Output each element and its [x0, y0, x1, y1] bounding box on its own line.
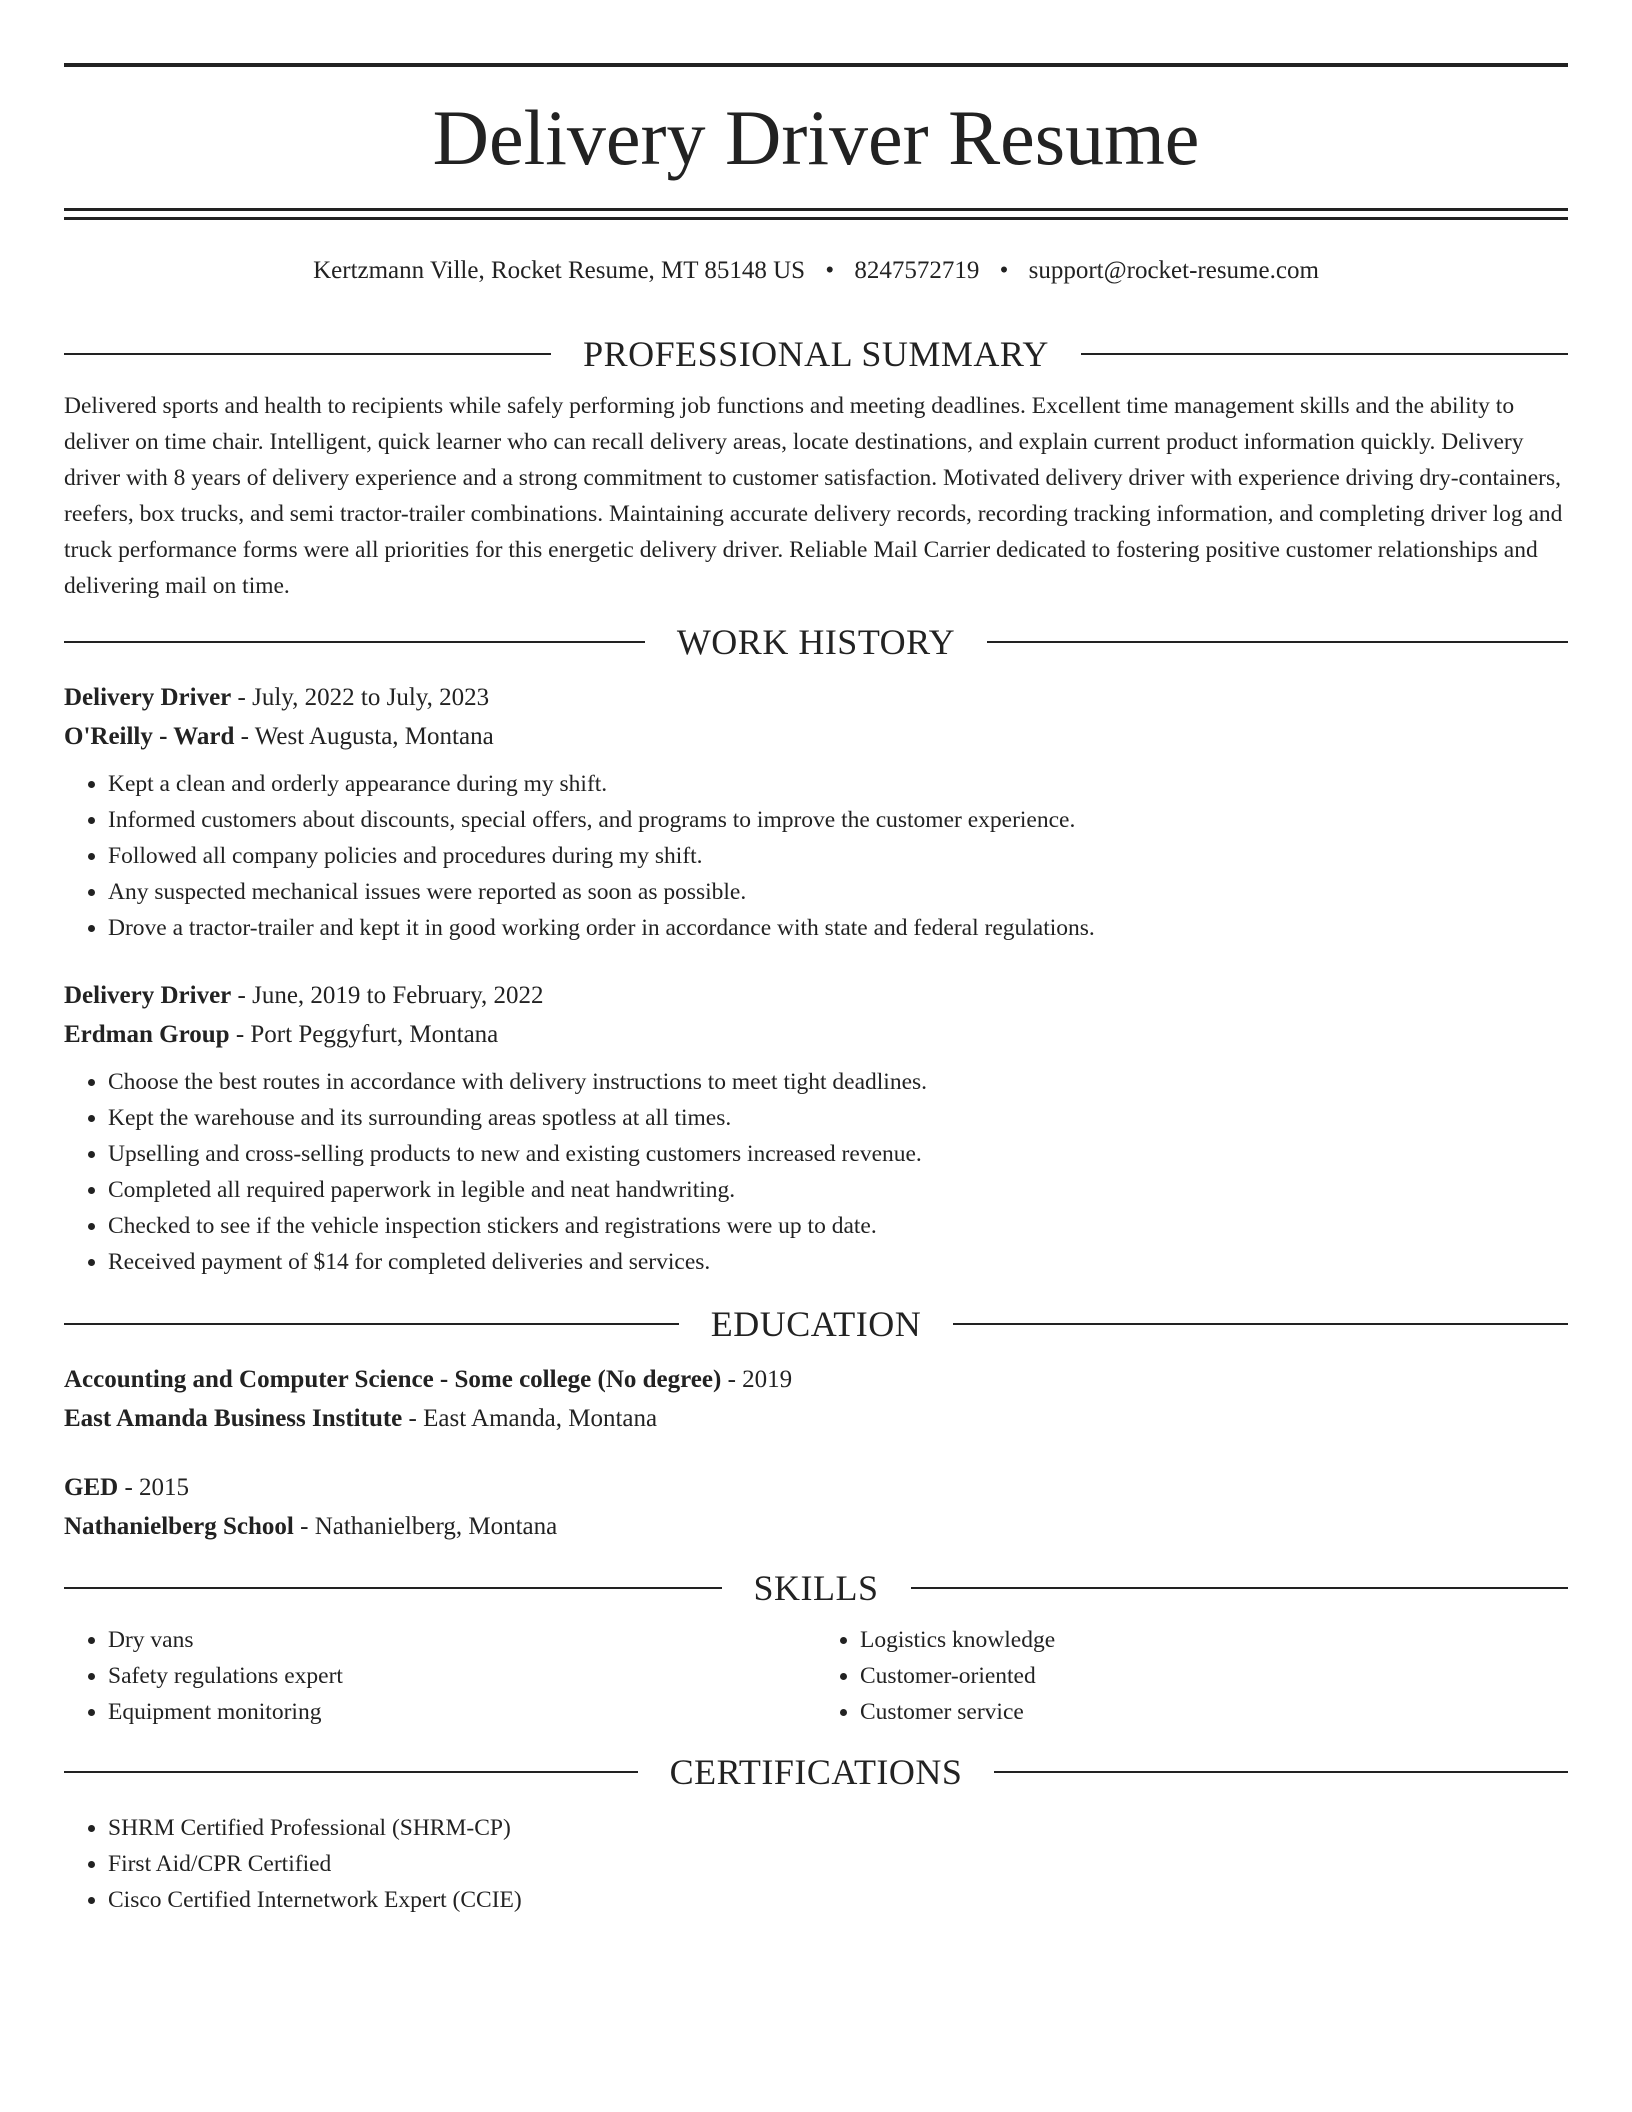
section-heading-label: CERTIFICATIONS: [669, 1752, 963, 1792]
heading-rule: [953, 1323, 1568, 1325]
education-school-line: [64, 1399, 1568, 1438]
heading-rule: [64, 1771, 638, 1773]
list-item: • Checked to see if the vehicle inspection stickers and registrations were up to date.: [108, 1208, 1568, 1244]
job-company-line: [64, 1015, 1568, 1054]
skills-list-right: [816, 1622, 1568, 1730]
education-year: - 2019: [721, 1366, 793, 1393]
education-degree: GED: [64, 1474, 119, 1501]
contact-email: support@rocket-resume.com: [1028, 257, 1319, 284]
contact-line: [64, 254, 1568, 288]
section-heading-label: WORK HISTORY: [676, 622, 956, 662]
heading-rule: [64, 1587, 722, 1589]
job-duties-list: [64, 1064, 1568, 1280]
list-item: • Customer-oriented: [860, 1658, 1568, 1694]
contact-separator: •: [999, 257, 1009, 284]
list-item: • Safety regulations expert: [108, 1658, 816, 1694]
contact-phone: 8247572719: [854, 257, 980, 284]
education-degree-line: [64, 1468, 1568, 1507]
section-heading-label: EDUCATION: [710, 1304, 922, 1344]
list-item: • Kept a clean and orderly appearance during my shift.: [108, 766, 1568, 802]
section-heading-skills: [64, 1564, 1568, 1612]
heading-rule: [64, 641, 645, 643]
job-entry: [64, 678, 1568, 946]
education-year: - 2015: [118, 1474, 190, 1501]
job-role-line: [64, 678, 1568, 717]
list-item: • Upselling and cross-selling products to new and existing customers increased revenue.: [108, 1136, 1568, 1172]
certifications-list: [64, 1810, 1568, 1918]
heading-rule: [911, 1587, 1569, 1589]
section-heading-summary: [64, 330, 1568, 378]
contact-address: Kertzmann Ville, Rocket Resume, MT 85148 US: [313, 257, 806, 284]
list-item: • Equipment monitoring: [108, 1694, 816, 1730]
heading-rule: [64, 353, 551, 355]
list-item: • First Aid/CPR Certified: [108, 1846, 1568, 1882]
education-entry: [64, 1468, 1568, 1546]
job-entry: [64, 976, 1568, 1280]
heading-rule: [1081, 353, 1568, 355]
section-heading-work-history: [64, 618, 1568, 666]
list-item: • Drove a tractor-trailer and kept it in good working order in accordance with state and federal regulations.: [108, 910, 1568, 946]
skills-columns: [64, 1622, 1568, 1730]
job-company: O'Reilly - Ward: [64, 723, 235, 750]
list-item: • Followed all company policies and procedures during my shift.: [108, 838, 1568, 874]
list-item: • Kept the warehouse and its surrounding areas spotless at all times.: [108, 1100, 1568, 1136]
heading-rule: [64, 1323, 679, 1325]
section-heading-label: PROFESSIONAL SUMMARY: [583, 334, 1049, 374]
summary-text: Delivered sports and health to recipients while safely performing job functions and meeting deadlines. Excellent time management skills and the ability to deliver on time chair. Intelligent, quick learner who can recall delivery areas, locate destinations, and explain current product information quickly. Delivery driver with 8 years of delivery experience and a strong commitment to customer satisfaction. Motivated delivery driver with experience driving dry-containers, reefers, box trucks, and semi tractor-trailer combinations. Maintaining accurate delivery records, recording tracking information, and completing driver log and truck performance forms were all priorities for this energetic delivery driver. Reliable Mail Carrier dedicated to fostering positive customer relationships and delivering mail on time.: [64, 393, 1563, 599]
section-heading-label: SKILLS: [753, 1568, 879, 1608]
title-double-rule: [64, 208, 1568, 220]
heading-rule: [987, 641, 1568, 643]
list-item: • Any suspected mechanical issues were reported as soon as possible.: [108, 874, 1568, 910]
list-item: • Customer service: [860, 1694, 1568, 1730]
education-school-line: [64, 1507, 1568, 1546]
list-item: • Informed customers about discounts, special offers, and programs to improve the customer experience.: [108, 802, 1568, 838]
top-rule: [64, 63, 1568, 67]
list-item: • Dry vans: [108, 1622, 816, 1658]
job-role-line: [64, 976, 1568, 1015]
list-item: • SHRM Certified Professional (SHRM-CP): [108, 1810, 1568, 1846]
job-location: - Port Peggyfurt, Montana: [229, 1021, 499, 1048]
job-location: - West Augusta, Montana: [234, 723, 494, 750]
contact-separator: •: [825, 257, 835, 284]
list-item: • Logistics knowledge: [860, 1622, 1568, 1658]
education-location: - East Amanda, Montana: [402, 1405, 658, 1432]
skills-list-left: [64, 1622, 816, 1730]
section-heading-education: [64, 1300, 1568, 1348]
education-degree-line: [64, 1360, 1568, 1399]
job-role: Delivery Driver: [64, 982, 232, 1009]
education-degree: Accounting and Computer Science - Some college (No degree): [64, 1366, 722, 1393]
job-duties-list: [64, 766, 1568, 946]
education-school: Nathanielberg School: [64, 1513, 294, 1540]
list-item: • Received payment of $14 for completed deliveries and services.: [108, 1244, 1568, 1280]
resume-content: [64, 330, 1568, 1918]
list-item: • Cisco Certified Internetwork Expert (CCIE): [108, 1882, 1568, 1918]
education-school: East Amanda Business Institute: [64, 1405, 403, 1432]
resume-title: Delivery Driver Resume: [432, 94, 1200, 181]
education-location: - Nathanielberg, Montana: [293, 1513, 558, 1540]
list-item: • Completed all required paperwork in legible and neat handwriting.: [108, 1172, 1568, 1208]
job-company: Erdman Group: [64, 1021, 230, 1048]
job-dates: - July, 2022 to July, 2023: [231, 684, 490, 711]
section-heading-certifications: [64, 1748, 1568, 1796]
job-company-line: [64, 717, 1568, 756]
education-entry: [64, 1360, 1568, 1438]
heading-rule: [994, 1771, 1568, 1773]
list-item: • Choose the best routes in accordance with delivery instructions to meet tight deadlines.: [108, 1064, 1568, 1100]
job-role: Delivery Driver: [64, 684, 232, 711]
job-dates: - June, 2019 to February, 2022: [231, 982, 544, 1009]
